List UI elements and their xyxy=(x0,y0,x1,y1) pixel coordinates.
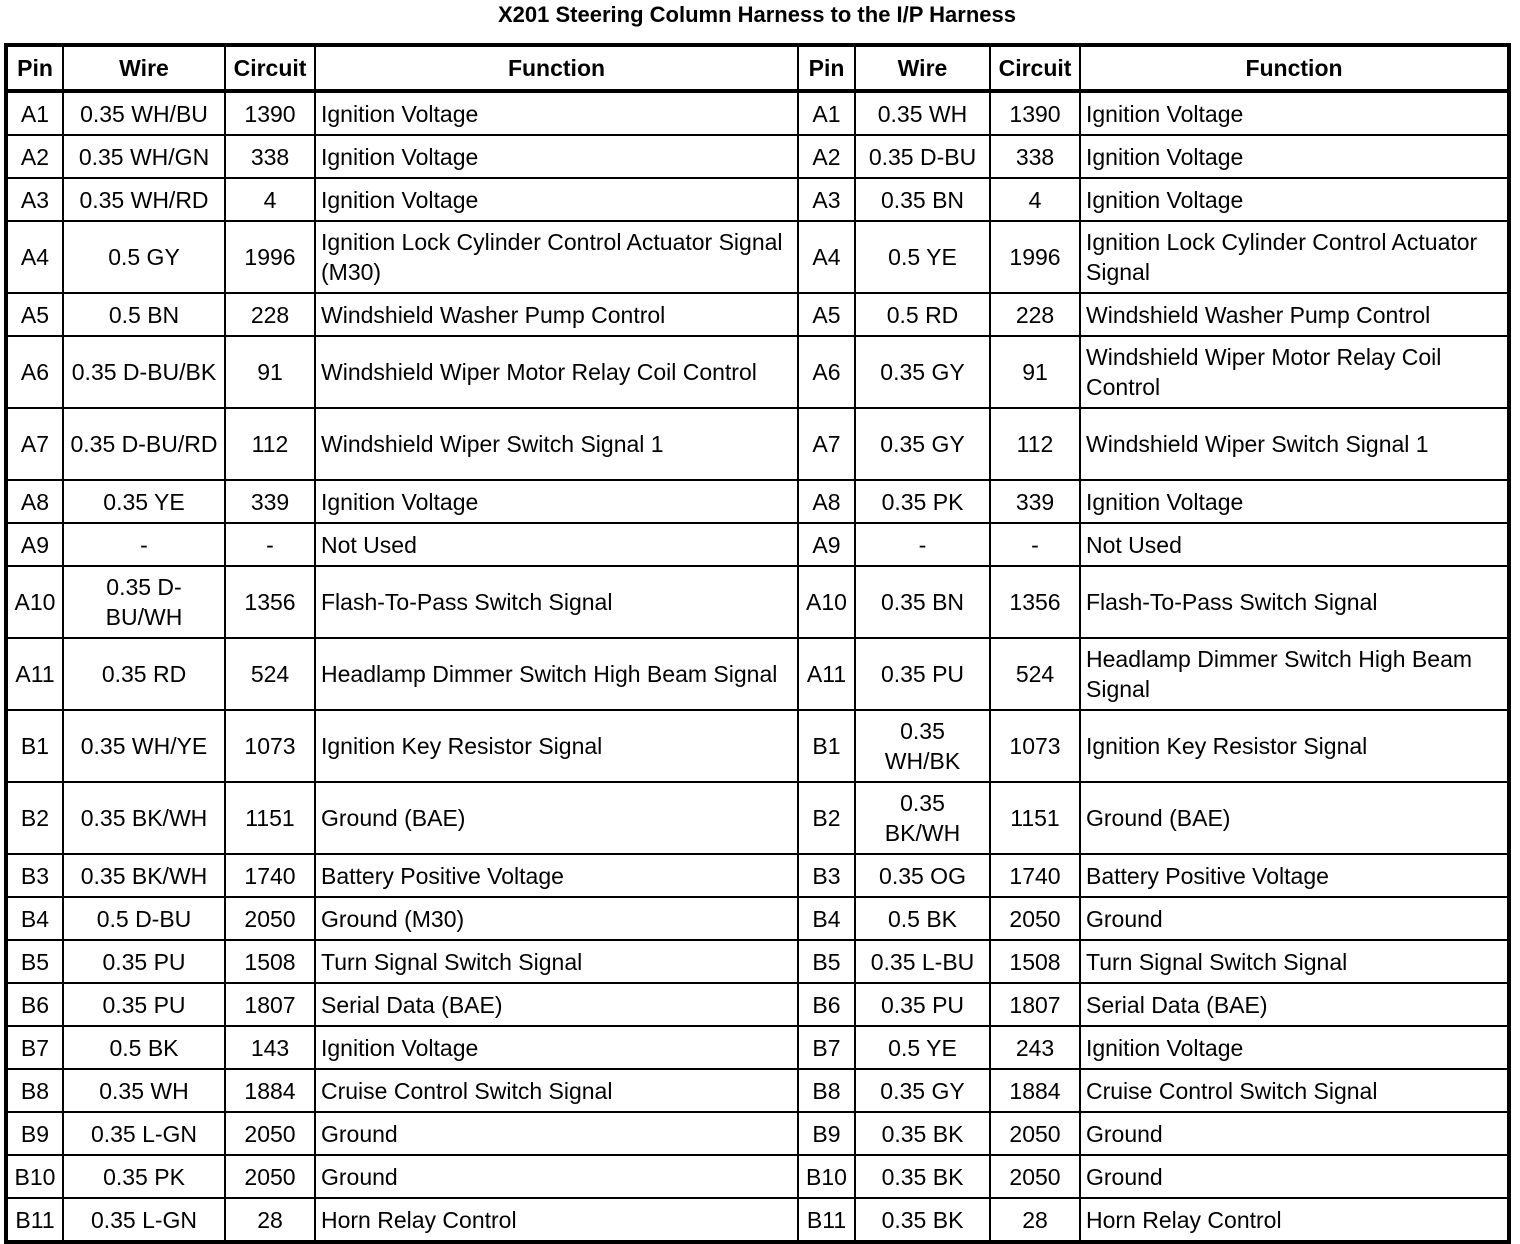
right-wire-cell: 0.35 BN xyxy=(855,178,990,221)
right-function-cell: Ground (BAE) xyxy=(1080,782,1509,854)
right-function-cell: Ignition Voltage xyxy=(1080,178,1509,221)
right-function-cell: Windshield Wiper Motor Relay Coil Control xyxy=(1080,336,1509,408)
right-pin-cell: A7 xyxy=(798,408,855,480)
harness-table-body xyxy=(6,91,1509,1242)
right-pin-cell: A6 xyxy=(798,336,855,408)
left-circuit-cell: 91 xyxy=(225,336,315,408)
right-circuit-cell: 1356 xyxy=(990,566,1080,638)
left-function-cell: Ground (BAE) xyxy=(315,782,798,854)
right-function-cell: Ignition Voltage xyxy=(1080,135,1509,178)
right-function-cell: Cruise Control Switch Signal xyxy=(1080,1069,1509,1112)
left-circuit-cell: 4 xyxy=(225,178,315,221)
left-wire-cell: 0.35 D-BU/BK xyxy=(63,336,225,408)
left-pin-cell: B8 xyxy=(6,1069,63,1112)
right-pin-cell: B9 xyxy=(798,1112,855,1155)
right-circuit-cell: 1508 xyxy=(990,940,1080,983)
right-circuit-cell: 1807 xyxy=(990,983,1080,1026)
left-pin-cell: A10 xyxy=(6,566,63,638)
table-row xyxy=(6,1069,1509,1112)
right-function-cell: Turn Signal Switch Signal xyxy=(1080,940,1509,983)
harness-table xyxy=(4,43,1511,1244)
header-wire-left: Wire xyxy=(63,45,225,91)
table-row xyxy=(6,940,1509,983)
left-circuit-cell: 2050 xyxy=(225,897,315,940)
left-wire-cell: 0.35 WH/RD xyxy=(63,178,225,221)
header-row xyxy=(6,45,1509,91)
header-pin-right: Pin xyxy=(798,45,855,91)
right-circuit-cell: 2050 xyxy=(990,1155,1080,1198)
table-row xyxy=(6,854,1509,897)
left-circuit-cell: - xyxy=(225,523,315,566)
right-wire-cell: 0.35 GY xyxy=(855,336,990,408)
table-row xyxy=(6,897,1509,940)
left-wire-cell: 0.35 PK xyxy=(63,1155,225,1198)
right-pin-cell: A4 xyxy=(798,221,855,293)
right-function-cell: Windshield Wiper Switch Signal 1 xyxy=(1080,408,1509,480)
left-circuit-cell: 338 xyxy=(225,135,315,178)
left-function-cell: Windshield Washer Pump Control xyxy=(315,293,798,336)
right-pin-cell: B11 xyxy=(798,1198,855,1242)
table-row xyxy=(6,983,1509,1026)
table-row xyxy=(6,566,1509,638)
header-circuit-right: Circuit xyxy=(990,45,1080,91)
header-function-left: Function xyxy=(315,45,798,91)
right-pin-cell: B1 xyxy=(798,710,855,782)
left-pin-cell: B9 xyxy=(6,1112,63,1155)
left-circuit-cell: 143 xyxy=(225,1026,315,1069)
table-row xyxy=(6,1155,1509,1198)
right-pin-cell: B4 xyxy=(798,897,855,940)
left-pin-cell: A7 xyxy=(6,408,63,480)
right-wire-cell: 0.35 GY xyxy=(855,408,990,480)
right-circuit-cell: 1390 xyxy=(990,91,1080,135)
left-wire-cell: 0.35 BK/WH xyxy=(63,782,225,854)
left-circuit-cell: 2050 xyxy=(225,1112,315,1155)
left-circuit-cell: 1508 xyxy=(225,940,315,983)
left-circuit-cell: 524 xyxy=(225,638,315,710)
right-circuit-cell: 339 xyxy=(990,480,1080,523)
left-pin-cell: B2 xyxy=(6,782,63,854)
right-wire-cell: 0.35 PK xyxy=(855,480,990,523)
left-function-cell: Ignition Voltage xyxy=(315,91,798,135)
right-function-cell: Windshield Washer Pump Control xyxy=(1080,293,1509,336)
left-pin-cell: A1 xyxy=(6,91,63,135)
table-row xyxy=(6,293,1509,336)
table-row xyxy=(6,91,1509,135)
right-pin-cell: B5 xyxy=(798,940,855,983)
left-circuit-cell: 1073 xyxy=(225,710,315,782)
right-function-cell: Battery Positive Voltage xyxy=(1080,854,1509,897)
table-row xyxy=(6,336,1509,408)
right-circuit-cell: 112 xyxy=(990,408,1080,480)
left-pin-cell: B7 xyxy=(6,1026,63,1069)
table-row xyxy=(6,408,1509,480)
left-circuit-cell: 1356 xyxy=(225,566,315,638)
right-wire-cell: 0.35 WH/BK xyxy=(855,710,990,782)
left-pin-cell: B6 xyxy=(6,983,63,1026)
right-circuit-cell: 2050 xyxy=(990,897,1080,940)
left-function-cell: Windshield Wiper Switch Signal 1 xyxy=(315,408,798,480)
right-function-cell: Ignition Voltage xyxy=(1080,1026,1509,1069)
right-wire-cell: 0.5 YE xyxy=(855,1026,990,1069)
left-circuit-cell: 1151 xyxy=(225,782,315,854)
left-pin-cell: A6 xyxy=(6,336,63,408)
left-wire-cell: 0.35 L-GN xyxy=(63,1198,225,1242)
right-circuit-cell: 28 xyxy=(990,1198,1080,1242)
right-function-cell: Ground xyxy=(1080,897,1509,940)
left-wire-cell: 0.5 BK xyxy=(63,1026,225,1069)
table-row xyxy=(6,135,1509,178)
header-wire-right: Wire xyxy=(855,45,990,91)
left-pin-cell: B3 xyxy=(6,854,63,897)
left-circuit-cell: 2050 xyxy=(225,1155,315,1198)
right-circuit-cell: 228 xyxy=(990,293,1080,336)
left-pin-cell: A4 xyxy=(6,221,63,293)
right-pin-cell: A11 xyxy=(798,638,855,710)
left-function-cell: Ground xyxy=(315,1155,798,1198)
left-circuit-cell: 112 xyxy=(225,408,315,480)
right-circuit-cell: 4 xyxy=(990,178,1080,221)
right-circuit-cell: 2050 xyxy=(990,1112,1080,1155)
right-wire-cell: 0.5 RD xyxy=(855,293,990,336)
right-function-cell: Ignition Voltage xyxy=(1080,480,1509,523)
left-pin-cell: A5 xyxy=(6,293,63,336)
left-wire-cell: 0.35 D-BU/WH xyxy=(63,566,225,638)
right-pin-cell: B10 xyxy=(798,1155,855,1198)
left-function-cell: Flash-To-Pass Switch Signal xyxy=(315,566,798,638)
right-wire-cell: 0.35 BN xyxy=(855,566,990,638)
right-wire-cell: 0.35 OG xyxy=(855,854,990,897)
left-function-cell: Windshield Wiper Motor Relay Coil Control xyxy=(315,336,798,408)
left-function-cell: Serial Data (BAE) xyxy=(315,983,798,1026)
left-circuit-cell: 228 xyxy=(225,293,315,336)
right-wire-cell: 0.5 YE xyxy=(855,221,990,293)
right-pin-cell: B3 xyxy=(798,854,855,897)
right-circuit-cell: 1073 xyxy=(990,710,1080,782)
table-row xyxy=(6,1198,1509,1242)
left-function-cell: Ignition Lock Cylinder Control Actuator Signal (M30) xyxy=(315,221,798,293)
left-circuit-cell: 1807 xyxy=(225,983,315,1026)
right-pin-cell: A9 xyxy=(798,523,855,566)
right-wire-cell: 0.35 BK xyxy=(855,1112,990,1155)
page-title: X201 Steering Column Harness to the I/P Harness xyxy=(498,2,1016,27)
left-circuit-cell: 1996 xyxy=(225,221,315,293)
left-pin-cell: A9 xyxy=(6,523,63,566)
table-row xyxy=(6,1026,1509,1069)
left-function-cell: Ignition Voltage xyxy=(315,135,798,178)
right-function-cell: Ground xyxy=(1080,1155,1509,1198)
left-wire-cell: 0.35 PU xyxy=(63,940,225,983)
left-pin-cell: B4 xyxy=(6,897,63,940)
right-pin-cell: B8 xyxy=(798,1069,855,1112)
left-wire-cell: 0.35 BK/WH xyxy=(63,854,225,897)
right-function-cell: Ignition Key Resistor Signal xyxy=(1080,710,1509,782)
left-function-cell: Ignition Voltage xyxy=(315,480,798,523)
header-pin-left: Pin xyxy=(6,45,63,91)
right-wire-cell: 0.35 BK/WH xyxy=(855,782,990,854)
right-pin-cell: A8 xyxy=(798,480,855,523)
right-pin-cell: A3 xyxy=(798,178,855,221)
table-row xyxy=(6,782,1509,854)
left-function-cell: Ignition Voltage xyxy=(315,178,798,221)
table-row xyxy=(6,523,1509,566)
right-wire-cell: 0.5 BK xyxy=(855,897,990,940)
left-wire-cell: - xyxy=(63,523,225,566)
right-pin-cell: A2 xyxy=(798,135,855,178)
left-pin-cell: A11 xyxy=(6,638,63,710)
left-wire-cell: 0.5 BN xyxy=(63,293,225,336)
table-row xyxy=(6,1112,1509,1155)
left-circuit-cell: 339 xyxy=(225,480,315,523)
right-wire-cell: 0.35 WH xyxy=(855,91,990,135)
right-wire-cell: 0.35 L-BU xyxy=(855,940,990,983)
left-circuit-cell: 1884 xyxy=(225,1069,315,1112)
left-wire-cell: 0.35 WH/BU xyxy=(63,91,225,135)
right-wire-cell: 0.35 BK xyxy=(855,1198,990,1242)
right-pin-cell: A5 xyxy=(798,293,855,336)
left-pin-cell: A3 xyxy=(6,178,63,221)
right-wire-cell: 0.35 BK xyxy=(855,1155,990,1198)
right-wire-cell: 0.35 PU xyxy=(855,983,990,1026)
left-function-cell: Cruise Control Switch Signal xyxy=(315,1069,798,1112)
right-pin-cell: A1 xyxy=(798,91,855,135)
left-wire-cell: 0.35 D-BU/RD xyxy=(63,408,225,480)
left-circuit-cell: 1740 xyxy=(225,854,315,897)
left-function-cell: Turn Signal Switch Signal xyxy=(315,940,798,983)
right-wire-cell: 0.35 GY xyxy=(855,1069,990,1112)
left-function-cell: Ground xyxy=(315,1112,798,1155)
left-wire-cell: 0.35 RD xyxy=(63,638,225,710)
right-function-cell: Flash-To-Pass Switch Signal xyxy=(1080,566,1509,638)
left-wire-cell: 0.35 WH/GN xyxy=(63,135,225,178)
right-wire-cell: 0.35 D-BU xyxy=(855,135,990,178)
right-pin-cell: B6 xyxy=(798,983,855,1026)
right-function-cell: Ground xyxy=(1080,1112,1509,1155)
table-row xyxy=(6,221,1509,293)
right-wire-cell: - xyxy=(855,523,990,566)
table-row xyxy=(6,638,1509,710)
right-circuit-cell: 243 xyxy=(990,1026,1080,1069)
right-circuit-cell: 1996 xyxy=(990,221,1080,293)
left-function-cell: Battery Positive Voltage xyxy=(315,854,798,897)
right-function-cell: Headlamp Dimmer Switch High Beam Signal xyxy=(1080,638,1509,710)
table-row xyxy=(6,480,1509,523)
left-function-cell: Ignition Key Resistor Signal xyxy=(315,710,798,782)
right-function-cell: Not Used xyxy=(1080,523,1509,566)
left-wire-cell: 0.35 WH xyxy=(63,1069,225,1112)
right-wire-cell: 0.35 PU xyxy=(855,638,990,710)
left-wire-cell: 0.35 L-GN xyxy=(63,1112,225,1155)
left-function-cell: Horn Relay Control xyxy=(315,1198,798,1242)
right-function-cell: Serial Data (BAE) xyxy=(1080,983,1509,1026)
right-circuit-cell: 91 xyxy=(990,336,1080,408)
left-wire-cell: 0.35 WH/YE xyxy=(63,710,225,782)
left-function-cell: Headlamp Dimmer Switch High Beam Signal xyxy=(315,638,798,710)
right-pin-cell: B2 xyxy=(798,782,855,854)
right-pin-cell: A10 xyxy=(798,566,855,638)
left-pin-cell: B11 xyxy=(6,1198,63,1242)
left-pin-cell: B5 xyxy=(6,940,63,983)
left-pin-cell: A2 xyxy=(6,135,63,178)
left-circuit-cell: 28 xyxy=(225,1198,315,1242)
table-row xyxy=(6,710,1509,782)
left-wire-cell: 0.35 YE xyxy=(63,480,225,523)
right-circuit-cell: 1884 xyxy=(990,1069,1080,1112)
left-circuit-cell: 1390 xyxy=(225,91,315,135)
table-row xyxy=(6,178,1509,221)
header-function-right: Function xyxy=(1080,45,1509,91)
right-pin-cell: B7 xyxy=(798,1026,855,1069)
right-circuit-cell: 1151 xyxy=(990,782,1080,854)
right-function-cell: Horn Relay Control xyxy=(1080,1198,1509,1242)
right-circuit-cell: 1740 xyxy=(990,854,1080,897)
right-function-cell: Ignition Lock Cylinder Control Actuator Signal xyxy=(1080,221,1509,293)
header-circuit-left: Circuit xyxy=(225,45,315,91)
left-pin-cell: A8 xyxy=(6,480,63,523)
left-function-cell: Not Used xyxy=(315,523,798,566)
left-wire-cell: 0.5 GY xyxy=(63,221,225,293)
left-wire-cell: 0.5 D-BU xyxy=(63,897,225,940)
right-circuit-cell: - xyxy=(990,523,1080,566)
left-function-cell: Ignition Voltage xyxy=(315,1026,798,1069)
right-function-cell: Ignition Voltage xyxy=(1080,91,1509,135)
left-wire-cell: 0.35 PU xyxy=(63,983,225,1026)
left-pin-cell: B1 xyxy=(6,710,63,782)
left-pin-cell: B10 xyxy=(6,1155,63,1198)
left-function-cell: Ground (M30) xyxy=(315,897,798,940)
right-circuit-cell: 338 xyxy=(990,135,1080,178)
right-circuit-cell: 524 xyxy=(990,638,1080,710)
